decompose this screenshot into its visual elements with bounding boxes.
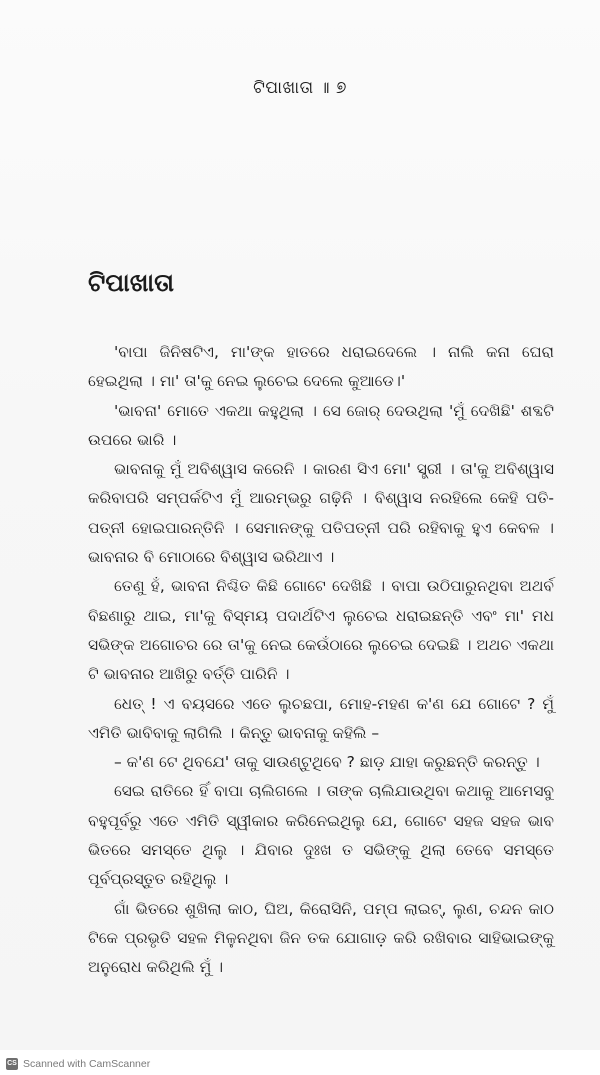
camscanner-label: Scanned with CamScanner	[23, 1057, 151, 1070]
body-text	[88, 338, 554, 983]
paragraph: ଧେତ୍ ! ଏ ବୟସରେ ଏତେ ଲୁଚଛପା, ମୋହ-ମହଣ କ'ଣ ଯେ ଗୋଟେ ? ମୁଁ ଏମିତି ଭାବିବାକୁ ଲାଗିଲି । କିନ୍ତୁ ଭାବନାକୁ କହିଲି –	[88, 694, 554, 742]
paragraph: – କ'ଣ ଟେ ଥିବଯେ' ତାକୁ ସାଉଣ୍ଟୁଥିବେ ? ଛାଡ଼ ଯାହା କରୁଛନ୍ତି କରନ୍ତୁ ।	[114, 753, 540, 772]
running-header: ଟିପାଖାତା ॥ ୭	[253, 78, 347, 98]
paragraph: 'ବାପା ଜିନିଷଟିଏ, ମା'ଙ୍କ ହାତରେ ଧରାଇଦେଲେ । ନାଲି କନା ଘେରା ହେଇଥିଲା । ମା' ତା'କୁ ନେଇ ଲୁଚେଇ ଦେଲେ କୁଆଡେ।'	[88, 343, 554, 391]
paragraph: ସେଇ ରାତିରେ ହିଁ ବାପା ଚାଲିଗଲେ । ତାଙ୍କ ଚାଲିଯାଉଥିବା କଥାକୁ ଆମେସବୁ ବହୁପୂର୍ବରୁ ଏତେ ଏମିତି ସ୍ୱୀକାର କରିନେଇଥିଲୁ ଯେ, ଗୋଟେ ସହଜ ସହଜ ଭାବ ଭିତରେ ସମସ୍ତେ ଥିଲୁ । ଯିବାର ଦୁଃଖ ତ ସଭିଙ୍କୁ ଥିଲା ତେବେ ସମସ୍ତେ ପୂର୍ବପ୍ରସ୍ତୁତ ରହିଥିଲୁ ।	[88, 782, 554, 889]
paragraph: 'ଭାବନା' ମୋତେ ଏକଥା କହୁଥିଲା । ସେ ଜୋର୍ ଦେଉଥିଲା 'ମୁଁ ଦେଖିଛି' ଶବ୍ଦଟି ଉପରେ ଭାରି ।	[88, 401, 554, 449]
camscanner-logo-icon: CS	[6, 1058, 18, 1070]
paragraph: ଗାଁ ଭିତରେ ଶୁଖିଲା କାଠ, ଘିଅ, କିରୋସିନି, ପମ୍ପ ଲାଇଟ୍, ଲୁଣ, ଚନ୍ଦନ କାଠ ଟିକେ ପ୍ରଭୃତି ସହଳ ମିଳୁନଥିବା ଜିନ ତକ ଯୋଗାଡ଼ କରି ରଖିବାର ସାହିଭାଇଙ୍କୁ ଅନୁରୋଧ କରିଥିଲି ମୁଁ ।	[88, 899, 554, 977]
camscanner-watermark	[0, 1052, 600, 1075]
paragraph: ଭାବନାକୁ ମୁଁ ଅବିଶ୍ୱାସ କରେନି । କାରଣ ସିଏ ମୋ' ସ୍ତ୍ରୀ । ତା'କୁ ଅବିଶ୍ୱାସ କରିବାପରି ସମ୍ପର୍କଟିଏ ମୁଁ ଆରମ୍ଭରୁ ଗଢ଼ିନି । ବିଶ୍ୱାସ ନରହିଲେ କେହି ପତି-ପତ୍ନୀ ହୋଇପାରନ୍ତିନି । ସେମାନଙ୍କୁ ପତିପତ୍ନୀ ପରି ରହିବାକୁ ହୁଏ କେବଳ । ଭାବନାର ବି ମୋଠାରେ ବିଶ୍ୱାସ ଭରିଥାଏ ।	[88, 460, 554, 567]
chapter-title: ଟିପାଖାତା	[88, 268, 175, 297]
paragraph: ତେଣୁ ହଁ, ଭାବନା ନିଶ୍ଚିତ କିଛି ଗୋଟେ ଦେଖିଛି । ବାପା ଉଠିପାରୁନଥିବା ଅଥର୍ବ ବିଛଣାରୁ ଥାଇ, ମା'କୁ ବିସ୍ମୟ ପଦାର୍ଥଟିଏ ଲୁଚେଇ ଧରାଇଛନ୍ତି ଏବଂ ମା' ମଧ ସଭିଙ୍କ ଅଗୋଚର ରେ ତା'କୁ ନେଇ କେଉଁଠାରେ ଲୁଚେଇ ଦେଇଛି । ଅଥଚ ଏକଥା ଟି ଭାବନାର ଆଖିରୁ ବର୍ତ୍ତି ପାରିନି ।	[88, 577, 554, 684]
